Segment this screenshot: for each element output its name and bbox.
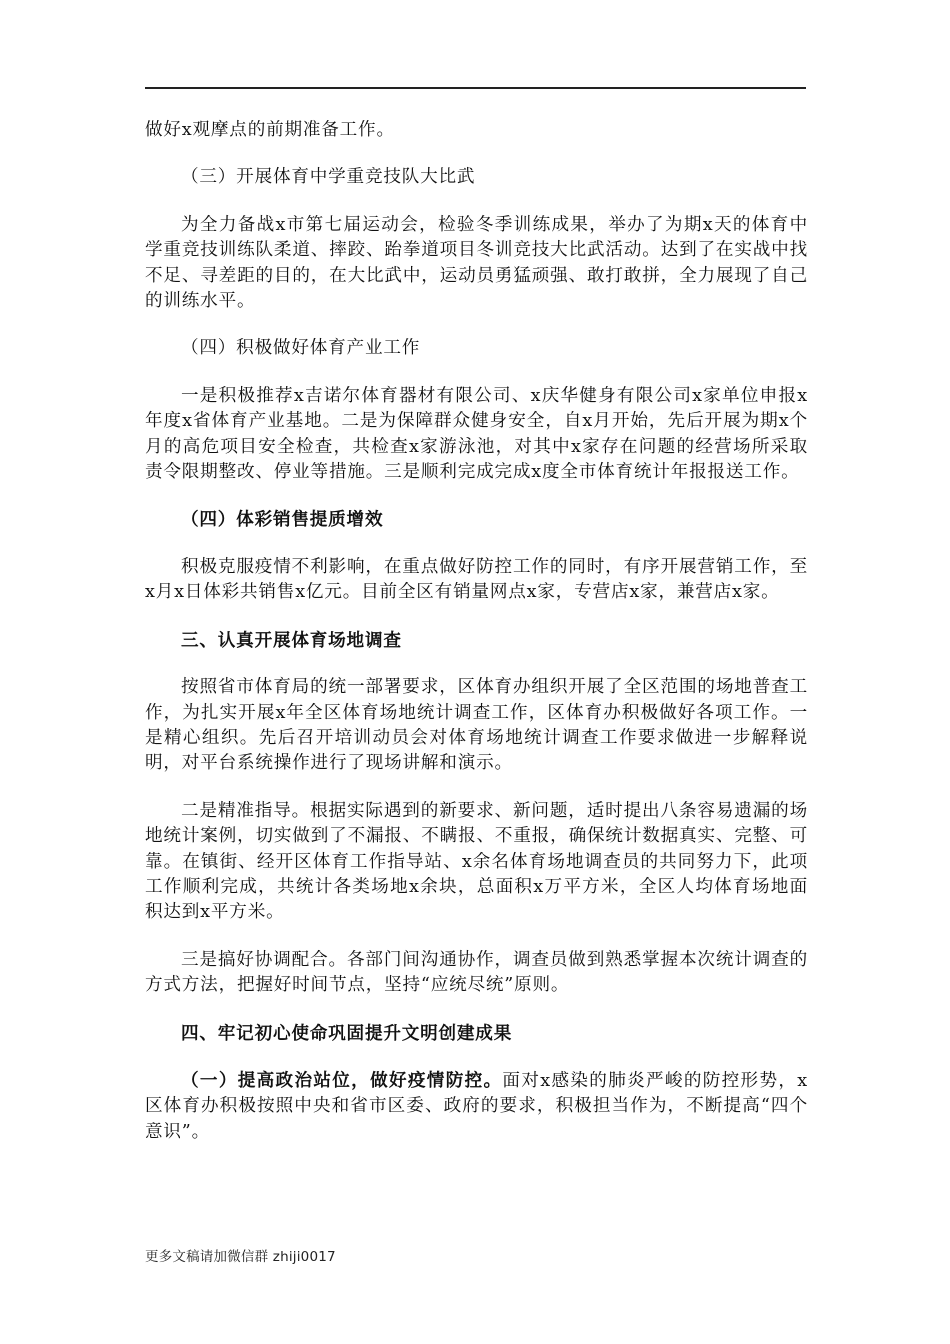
- footer-note: 更多文稿请加微信群 zhiji0017: [145, 1249, 336, 1265]
- document-body: [145, 118, 808, 1145]
- paragraph-continuation: 做好x观摩点的前期准备工作。: [145, 120, 395, 140]
- paragraph-venue-survey-2: 二是精准指导。根据实际遇到的新要求、新问题，适时提出八条容易遗漏的场地统计案例，切实做到了不漏报、不瞒报、不重报，确保统计数据真实、完整、可靠。在镇街、经开区体育工作指导站、x余名体育场地调查员的共同努力下，此项工作顺利完成，共统计各类场地x余块，总面积x万平方米，全区人均体育场地面积达到x平方米。: [145, 800, 808, 923]
- paragraph-epidemic-control: [145, 1068, 808, 1145]
- section-heading-venue-survey: 三、认真开展体育场地调查: [181, 629, 402, 651]
- subheading-competition: （三）开展体育中学重竞技队大比武: [181, 167, 476, 188]
- section-heading-civilization: 四、牢记初心使命巩固提升文明创建成果: [181, 1022, 513, 1044]
- subheading-lottery: （四）体彩销售提质增效: [181, 509, 384, 531]
- paragraph-lead-bold: （一）提高政治站位，做好疫情防控。: [181, 1069, 503, 1091]
- paragraph-sports-industry: 一是积极推荐x吉诺尔体育器材有限公司、x庆华健身有限公司x家单位申报x年度x省体育产业基地。二是为保障群众健身安全，自x月开始，先后开展为期x个月的高危项目安全检查，共检查x家游泳池，对其中x家存在问题的经营场所采取责令限期整改、停业等措施。三是顺利完成完成x度全市体育统计年报报送工作。: [145, 385, 808, 483]
- header-rule: [145, 87, 806, 89]
- paragraph-lottery: 积极克服疫情不利影响，在重点做好防控工作的同时，有序开展营销工作，至x月x日体彩共销售x亿元。目前全区有销量网点x家，专营店x家，兼营店x家。: [145, 556, 808, 603]
- paragraph-venue-survey-1: 按照省市体育局的统一部署要求，区体育办组织开展了全区范围的场地普查工作，为扎实开展x年全区体育场地统计调查工作，区体育办积极做好各项工作。一是精心组织。先后召开培训动员会对体育场地统计调查工作要求做进一步解释说明，对平台系统操作进行了现场讲解和演示。: [145, 677, 808, 774]
- subheading-sports-industry: （四）积极做好体育产业工作: [181, 338, 421, 359]
- paragraph-competition: 为全力备战x市第七届运动会，检验冬季训练成果，举办了为期x天的体育中学重竞技训练队柔道、摔跤、跆拳道项目冬训竞技大比武活动。达到了在实战中找不足、寻差距的目的，在大比武中，运动员勇猛顽强、敢打敢拼，全力展现了自己的训练水平。: [145, 214, 808, 312]
- paragraph-venue-survey-3: 三是搞好协调配合。各部门间沟通协作，调查员做到熟悉掌握本次统计调查的方式方法，把握好时间节点，坚持“应统尽统”原则。: [145, 949, 808, 996]
- paragraph-body: 面对x感染的肺炎严峻的防控形势，x区体育办积极按照中央和省市区委、政府的要求，积极担当作为，不断提高“四个意识”。: [145, 1070, 808, 1142]
